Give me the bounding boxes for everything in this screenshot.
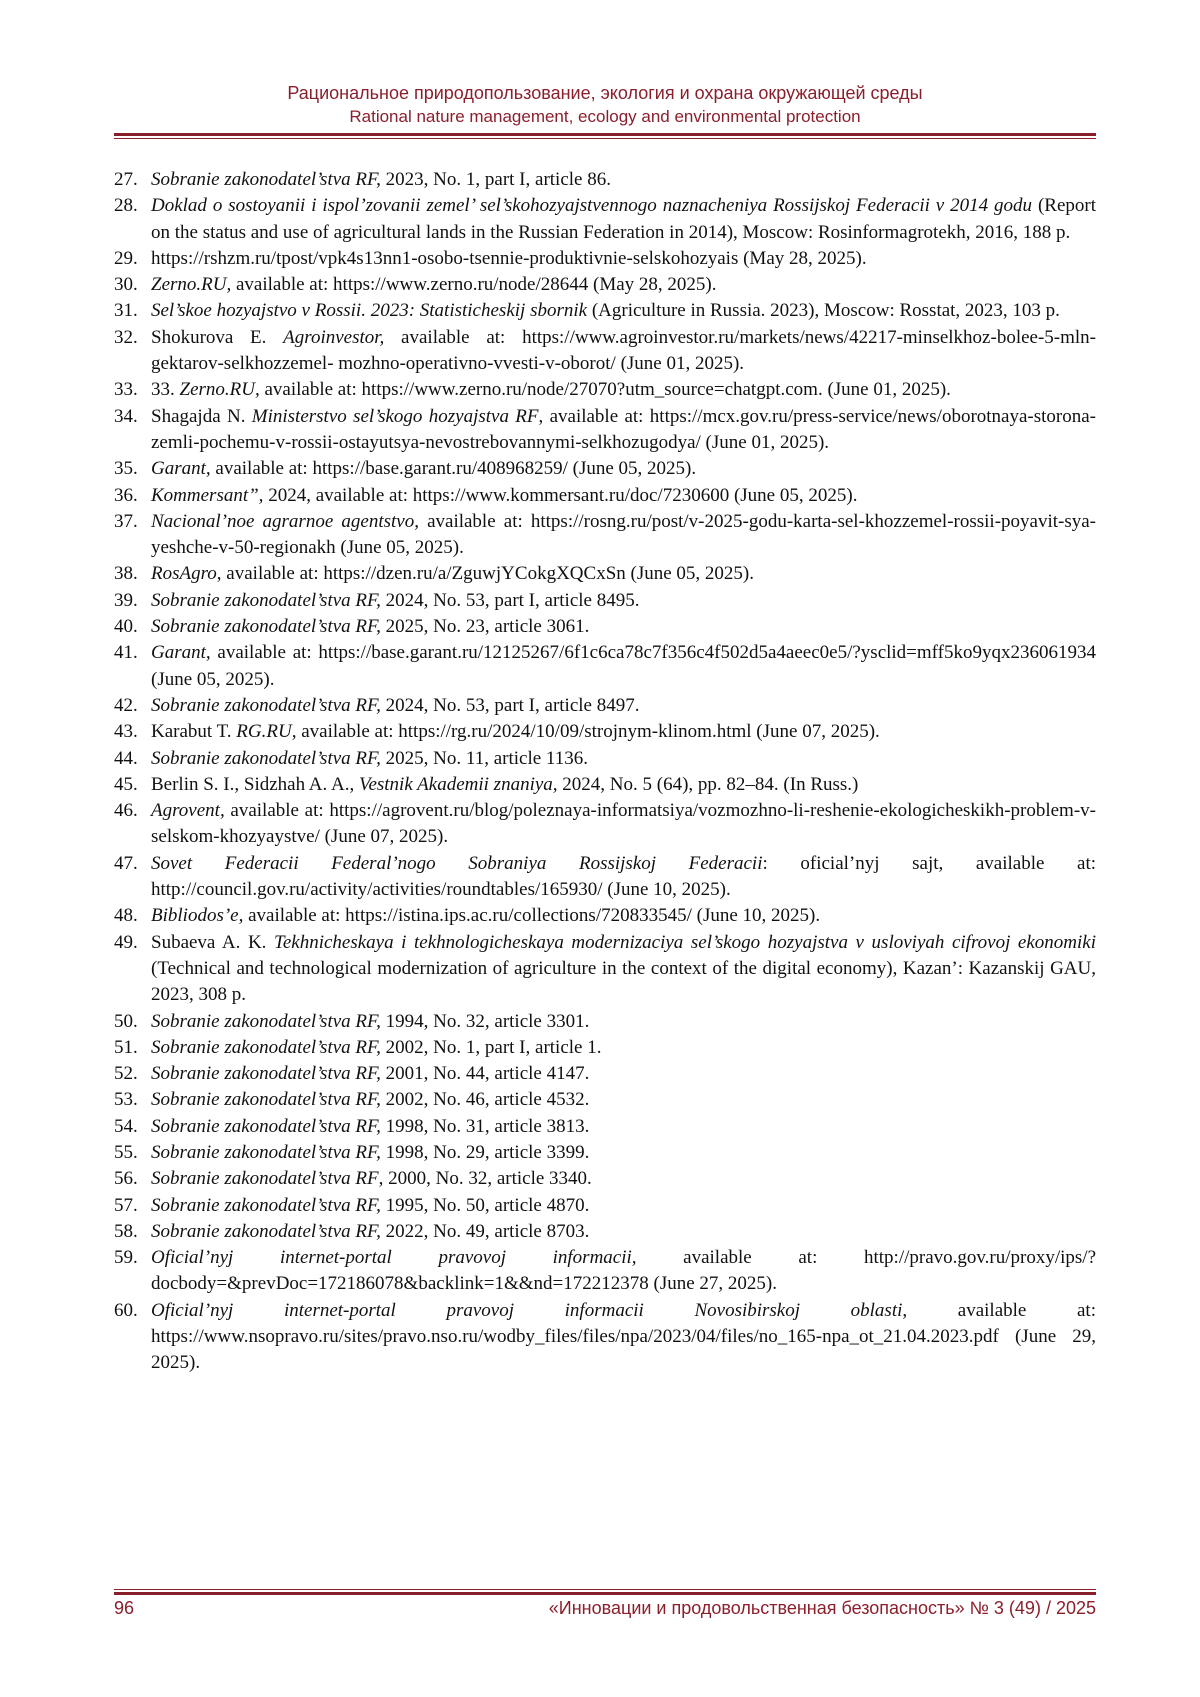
reference-number: 60. [114, 1299, 138, 1321]
reference-source-title: Vestnik Akademii znaniya, [358, 773, 558, 795]
reference-item [114, 483, 1096, 509]
reference-details: available at: https://istina.ips.ac.ru/collections/720833545/ (June 10, 2025). [243, 905, 821, 927]
reference-source-title: Ministerstvo sel’skogo hozyajstva RF [251, 405, 539, 427]
reference-text [151, 614, 1096, 640]
reference-text [151, 1219, 1096, 1245]
reference-text [151, 851, 1096, 904]
reference-item [114, 1166, 1096, 1192]
reference-details: 2001, No. 44, article 4147. [380, 1063, 590, 1085]
reference-details: available at: https://www.zerno.ru/node/28644 (May 28, 2025). [231, 274, 717, 296]
reference-text [151, 561, 1096, 587]
reference-item [114, 930, 1096, 1009]
reference-item [114, 746, 1096, 772]
reference-number: 45. [114, 773, 138, 795]
reference-number: 29. [114, 247, 138, 269]
reference-details: 2002, No. 46, article 4532. [380, 1089, 590, 1111]
reference-number: 49. [114, 931, 138, 953]
reference-details: 2022, No. 49, article 8703. [380, 1220, 590, 1242]
reference-item [114, 798, 1096, 851]
reference-details: , 2000, No. 32, article 3340. [378, 1168, 592, 1190]
reference-source-title: Sobranie zakonodatel’stva RF, [151, 1141, 381, 1163]
reference-details: (Technical and technological modernization of agriculture in the context of the digital economy), Kazan’: Kazanskij GAU, 2023, 308 p. [151, 957, 1096, 1006]
reference-source-title: Sobranie zakonodatel’stva RF, [151, 1036, 381, 1058]
reference-item [114, 456, 1096, 482]
reference-text [151, 1166, 1096, 1192]
reference-details: available at: https://base.garant.ru/12125267/6f1c6ca78c7f356c4f502d5a4aeec0e5/?ysclid=mff5ko9yqx236061934 (June 05, 2025). [151, 642, 1096, 690]
reference-source-title: Sobranie zakonodatel’stva RF, [151, 1063, 381, 1085]
reference-source-title: Oficial’nyj internet-portal pravovoj informacii, [151, 1247, 637, 1269]
reference-source-title: Sobranie zakonodatel’stva RF, [151, 1194, 381, 1216]
reference-item [114, 693, 1096, 719]
reference-item [114, 851, 1096, 904]
reference-source-title: Sobranie zakonodatel’stva RF, [151, 747, 381, 769]
reference-source-title: Sobranie zakonodatel’stva RF, [151, 1115, 381, 1137]
reference-item [114, 298, 1096, 324]
reference-source-title: Zerno.RU, [151, 274, 232, 296]
reference-number: 40. [114, 616, 138, 638]
reference-item [114, 588, 1096, 614]
reference-text [151, 1061, 1096, 1087]
reference-source-title: RG.RU, [236, 721, 297, 743]
reference-item [114, 1245, 1096, 1298]
reference-author: Karabut T. [151, 721, 237, 743]
reference-details: available at: http://pravo.gov.ru/proxy/ips/?docbody=&prevDoc=172186078&backlink=1&&nd=172212378 (June 27, 2025). [151, 1247, 1096, 1295]
reference-number: 52. [114, 1063, 138, 1085]
reference-number: 53. [114, 1089, 138, 1111]
reference-source-title: Sobranie zakonodatel’stva RF, [151, 616, 381, 638]
reference-text [151, 1298, 1096, 1377]
reference-text [151, 772, 1096, 798]
reference-source-title: Sobranie zakonodatel’stva RF, [151, 1089, 381, 1111]
reference-author: Shagajda N. [151, 405, 252, 427]
reference-text [151, 483, 1096, 509]
reference-number: 47. [114, 852, 138, 874]
reference-item [114, 772, 1096, 798]
reference-item [114, 1219, 1096, 1245]
reference-item [114, 1009, 1096, 1035]
reference-details: 2025, No. 11, article 1136. [380, 747, 588, 769]
reference-details: 1994, No. 32, article 3301. [380, 1010, 590, 1032]
reference-item [114, 1298, 1096, 1377]
reference-text [151, 640, 1096, 693]
reference-item [114, 1193, 1096, 1219]
reference-text [151, 930, 1096, 1009]
reference-source-title: Sobranie zakonodatel’stva RF, [151, 589, 381, 611]
reference-number: 48. [114, 905, 138, 927]
running-header [114, 82, 1096, 128]
reference-text [151, 509, 1096, 562]
reference-source-title: Sobranie zakonodatel’stva RF, [151, 1220, 381, 1242]
reference-list [114, 167, 1096, 1377]
reference-text [151, 1009, 1096, 1035]
reference-details: available at: https://www.agroinvestor.ru/markets/news/42217-minselkhoz-bolee-5-mln-gektarov-selkhozzemel- mozhno-operativno-vvesti-v-oborot/ (June 01, 2025). [151, 326, 1096, 375]
reference-number: 28. [114, 195, 138, 217]
reference-source-title: Zerno.RU, [179, 379, 260, 401]
reference-source-title: Sobranie zakonodatel’stva RF [151, 1168, 379, 1190]
reference-number: 34. [114, 405, 138, 427]
reference-item [114, 1140, 1096, 1166]
reference-source-title: Garant, [151, 642, 211, 664]
reference-text [151, 246, 1096, 272]
reference-text [151, 377, 1096, 403]
footer-rule [114, 1592, 1096, 1595]
reference-details: 2024, No. 5 (64), pp. 82–84. (In Russ.) [557, 773, 859, 795]
reference-source-title: Nacional’noe agrarnoe agentstvo, [151, 510, 419, 532]
reference-source-title: Sel’skoe hozyajstvo v Rossii. 2023: Statisticheskij sbornik [151, 300, 588, 322]
reference-source-title: Sobranie zakonodatel’stva RF, [151, 169, 381, 190]
reference-text [151, 1035, 1096, 1061]
reference-item [114, 1035, 1096, 1061]
reference-number: 42. [114, 694, 138, 716]
reference-number: 39. [114, 589, 138, 611]
reference-text [151, 193, 1096, 246]
reference-number: 37. [114, 510, 138, 532]
reference-author: Shokurova E. [151, 326, 284, 348]
reference-text [151, 1245, 1096, 1298]
reference-item [114, 377, 1096, 403]
reference-source-title: Garant, [151, 458, 211, 480]
reference-text [151, 588, 1096, 614]
reference-text [151, 746, 1096, 772]
reference-text [151, 167, 1096, 193]
reference-number: 50. [114, 1010, 138, 1032]
reference-details: available at: https://rosng.ru/post/v-2025-godu-karta-sel-khozzemel-rossii-poyavit-sya-yeshche-v-50-regionakh (June 05, 2025). [151, 510, 1096, 559]
reference-details: 2002, No. 1, part I, article 1. [380, 1036, 602, 1058]
reference-details: 1998, No. 31, article 3813. [380, 1115, 590, 1137]
reference-text [151, 1140, 1096, 1166]
reference-details: available at: https://www.zerno.ru/node/27070?utm_source=chatgpt.com. (June 01, 2025). [259, 379, 951, 401]
reference-source-title: Sovet Federacii Federal’nogo Sobraniya Rossijskoj Federacii [151, 852, 763, 874]
reference-details: 2025, No. 23, article 3061. [380, 616, 590, 638]
reference-text [151, 798, 1096, 851]
reference-details: https://rshzm.ru/tpost/vpk4s13nn1-osobo-tsennie-produktivnie-selskohozyais (May 28, 2025). [151, 247, 867, 269]
reference-number: 54. [114, 1115, 138, 1137]
reference-source-title: Tekhnicheskaya i tekhnologicheskaya modernizaciya sel’skogo hozyajstva v usloviyah cifrovoj ekonomiki [274, 931, 1097, 953]
reference-details: available at: https://agrovent.ru/blog/poleznaya-informatsiya/vozmozhno-li-reshenie-ekologicheskikh-problem-v-selskom-khozyaystve/ (June 07, 2025). [151, 800, 1096, 848]
reference-item [114, 193, 1096, 246]
reference-text [151, 1087, 1096, 1113]
reference-item [114, 903, 1096, 929]
reference-text [151, 903, 1096, 929]
footer-rule-thin [114, 1589, 1096, 1590]
header-title-en: Rational nature management, ecology and environmental protection [349, 107, 861, 126]
reference-details: 1998, No. 29, article 3399. [380, 1141, 590, 1163]
reference-source-title: Sobranie zakonodatel’stva RF, [151, 1010, 381, 1032]
reference-number: 32. [114, 326, 138, 348]
reference-source-title: RosAgro [151, 563, 217, 585]
reference-number: 46. [114, 800, 138, 822]
reference-source-title: Kommersant”, [151, 484, 264, 506]
reference-item [114, 719, 1096, 745]
reference-details: 1995, No. 50, article 4870. [380, 1194, 590, 1216]
reference-number: 27. [114, 169, 138, 190]
header-rule [114, 133, 1096, 136]
reference-number: 51. [114, 1036, 138, 1058]
reference-item [114, 561, 1096, 587]
reference-details: , available at: https://dzen.ru/a/ZguwjYCokgXQCxSn (June 05, 2025). [216, 563, 754, 585]
reference-item [114, 1087, 1096, 1113]
reference-text [151, 325, 1096, 378]
reference-author: Subaeva A. K. [151, 931, 274, 953]
reference-item [114, 1114, 1096, 1140]
reference-number: 30. [114, 274, 138, 296]
reference-number: 55. [114, 1141, 138, 1163]
reference-number: 57. [114, 1194, 138, 1216]
reference-author: 33. [151, 379, 180, 401]
reference-details: available at: https://www.nsopravo.ru/sites/pravo.nso.ru/wodby_files/files/npa/2023/04/files/no_165-npa_ot_21.04.2023.pdf (June 29, 2025). [151, 1299, 1096, 1374]
header-title-ru: Рациональное природопользование, экология и охрана окружающей среды [287, 83, 923, 103]
reference-text [151, 693, 1096, 719]
reference-details: (Report on the status and use of agricultural lands in the Russian Federation in 2014), Moscow: Rosinformagrotekh, 2016, 188 p. [151, 195, 1096, 243]
reference-item [114, 614, 1096, 640]
reference-number: 33. [114, 379, 138, 401]
reference-number: 56. [114, 1168, 138, 1190]
reference-item [114, 640, 1096, 693]
reference-number: 31. [114, 300, 138, 322]
reference-source-title: Doklad o sostoyanii i ispol’zovanii zemel’ sel’skohozyajstvennogo naznacheniya Rossijskoj Federacii v 2014 godu [151, 195, 1033, 217]
reference-details: available at: https://base.garant.ru/408968259/ (June 05, 2025). [210, 458, 697, 480]
reference-number: 38. [114, 563, 138, 585]
reference-source-title: Sobranie zakonodatel’stva RF, [151, 694, 381, 716]
reference-number: 35. [114, 458, 138, 480]
reference-number: 44. [114, 747, 138, 769]
reference-number: 43. [114, 721, 138, 743]
journal-issue: «Инновации и продовольственная безопасность» № 3 (49) / 2025 [548, 1598, 1096, 1618]
reference-item [114, 246, 1096, 272]
reference-source-title: Agrovent, [151, 800, 225, 822]
reference-details: 2024, available at: https://www.kommersant.ru/doc/7230600 (June 05, 2025). [263, 484, 858, 506]
reference-number: 41. [114, 642, 138, 664]
header-rule-thin [114, 138, 1096, 139]
reference-author: Berlin S. I., Sidzhah A. A., [151, 773, 359, 795]
reference-details: : oficial’nyj sajt, available at: http://council.gov.ru/activity/activities/roundtables/165930/ (June 10, 2025). [151, 852, 1097, 901]
reference-item [114, 167, 1096, 193]
reference-details: 2024, No. 53, part I, article 8495. [380, 589, 640, 611]
reference-details: 2023, No. 1, part I, article 86. [380, 169, 611, 190]
reference-details: (Agriculture in Russia. 2023), Moscow: Rosstat, 2023, 103 p. [587, 300, 1060, 322]
reference-text [151, 1193, 1096, 1219]
reference-text [151, 272, 1096, 298]
reference-details: available at: https://rg.ru/2024/10/09/strojnym-klinom.html (June 07, 2025). [296, 721, 880, 743]
reference-text [151, 719, 1096, 745]
reference-details: 2024, No. 53, part I, article 8497. [380, 694, 640, 716]
reference-item [114, 272, 1096, 298]
reference-text [151, 456, 1096, 482]
reference-text [151, 404, 1096, 457]
reference-source-title: Oficial’nyj internet-portal pravovoj informacii Novosibirskoj oblasti, [151, 1299, 908, 1321]
reference-source-title: Bibliodos’e, [151, 905, 244, 927]
reference-number: 58. [114, 1220, 138, 1242]
reference-source-title: Agroinvestor, [283, 326, 385, 348]
reference-details: , available at: https://mcx.gov.ru/press-service/news/oborotnaya-storona-zemli-pochemu-v-rossii-ostayutsya-nevostrebovannymi-selkhozugodya/ (June 01, 2025). [151, 405, 1097, 453]
page-number: 96 [114, 1598, 135, 1618]
reference-item [114, 1061, 1096, 1087]
reference-item [114, 325, 1096, 378]
reference-number: 36. [114, 484, 138, 506]
reference-text [151, 1114, 1096, 1140]
reference-text [151, 298, 1096, 324]
reference-item [114, 404, 1096, 457]
reference-item [114, 509, 1096, 562]
reference-number: 59. [114, 1247, 138, 1269]
